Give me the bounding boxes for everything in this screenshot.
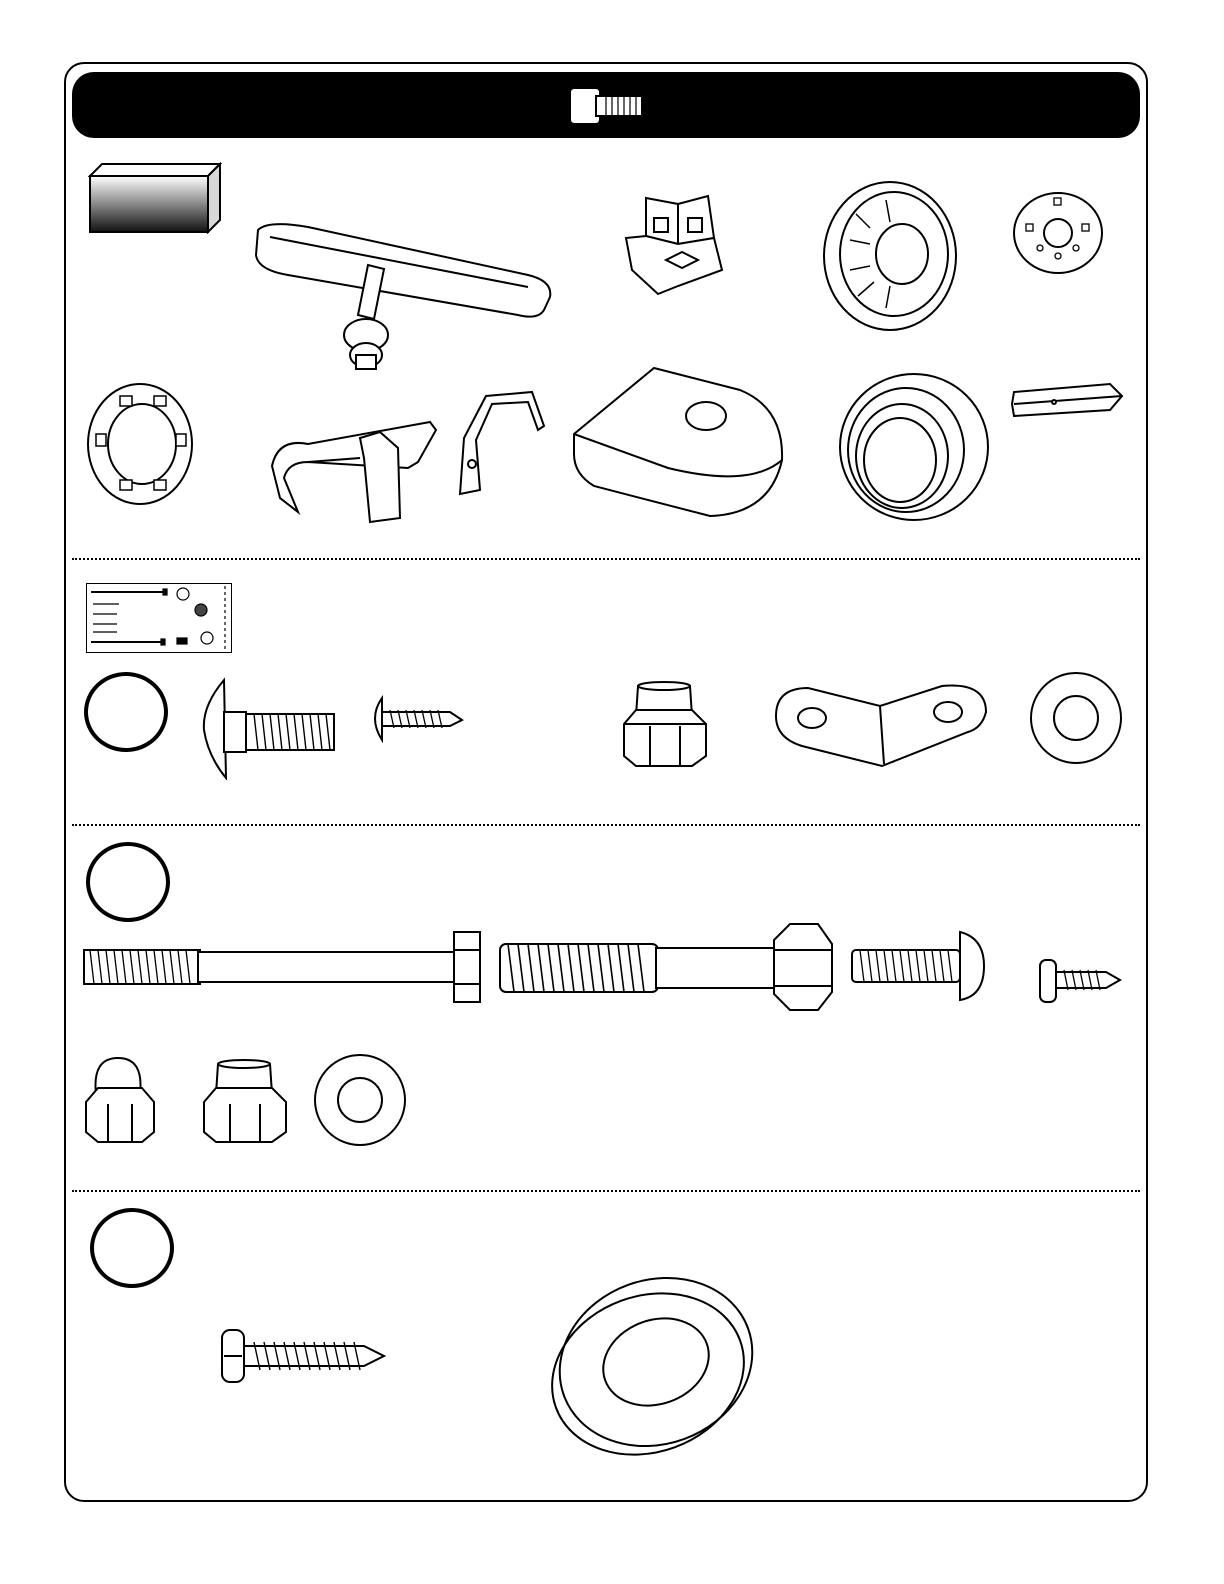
- bolt-icon: [566, 82, 646, 128]
- corner-bracket-icon: [622, 190, 732, 302]
- lag-bolt-icon: [498, 920, 836, 1014]
- package-a-label-circle: [84, 672, 168, 752]
- header-bar: [72, 72, 1140, 138]
- end-cap-foot-icon: [570, 364, 788, 520]
- truss-screw-icon: [366, 694, 466, 744]
- long-hex-bolt-icon: [82, 928, 484, 1006]
- pan-head-wood-screw-icon: [218, 1326, 388, 1386]
- angle-bracket-icon: [772, 682, 992, 768]
- flanged-bushing-icon: [836, 370, 992, 524]
- t-handle-knob-icon: [248, 215, 558, 381]
- package-b-label-circle: [86, 842, 170, 922]
- ratchet-hub-icon: [820, 178, 962, 334]
- block-gradient-icon: [88, 162, 222, 234]
- carriage-bolt-icon: [200, 676, 340, 780]
- section-divider: [72, 558, 1140, 560]
- cap-nut-icon: [82, 1054, 158, 1146]
- section-divider: [72, 1190, 1140, 1192]
- hardware-card-icon: [86, 583, 232, 653]
- large-washer-icon: [546, 1276, 758, 1458]
- wedge-tab-icon: [1010, 382, 1126, 422]
- flat-washer-icon: [1028, 670, 1124, 766]
- clip-bracket-icon: [268, 418, 440, 528]
- pan-screw-icon: [1036, 956, 1124, 1006]
- section-divider: [72, 824, 1140, 826]
- bent-strap-icon: [456, 390, 548, 498]
- washer-icon: [312, 1052, 408, 1148]
- slotted-ring-washer-icon: [84, 380, 196, 508]
- small-hub-disc-icon: [1010, 190, 1106, 276]
- flange-lock-nut-icon: [620, 680, 710, 768]
- lock-nut-icon: [200, 1058, 290, 1144]
- truss-bolt-icon: [850, 928, 986, 1004]
- package-c-label-circle: [90, 1208, 174, 1288]
